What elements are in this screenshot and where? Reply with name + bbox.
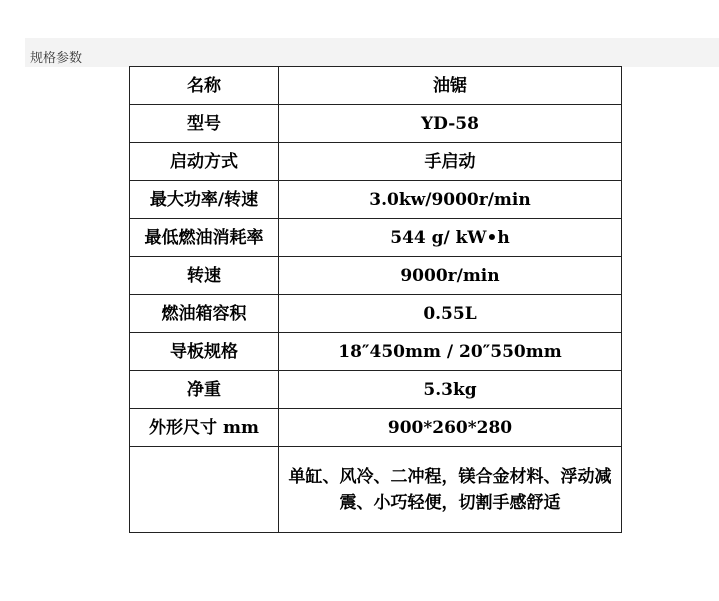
table-row <box>130 105 622 143</box>
spec-table <box>129 66 622 533</box>
spec-value-speed: 9000r/min <box>279 257 622 295</box>
table-row <box>130 409 622 447</box>
spec-value-fuel-tank: 0.55L <box>279 295 622 333</box>
spec-label-start-method: 启动方式 <box>130 143 279 181</box>
spec-value-net-weight: 5.3kg <box>279 371 622 409</box>
spec-label-fuel-consumption: 最低燃油消耗率 <box>130 219 279 257</box>
spec-value-dimensions: 900*260*280 <box>279 409 622 447</box>
spec-label-features <box>130 447 279 533</box>
spec-label-speed: 转速 <box>130 257 279 295</box>
spec-value-model: YD-58 <box>279 105 622 143</box>
spec-label-fuel-tank: 燃油箱容积 <box>130 295 279 333</box>
spec-label-name: 名称 <box>130 67 279 105</box>
section-title: 规格参数 <box>30 51 83 66</box>
table-row <box>130 143 622 181</box>
table-row <box>130 219 622 257</box>
table-row <box>130 371 622 409</box>
spec-label-max-power: 最大功率/转速 <box>130 181 279 219</box>
spec-value-fuel-consumption: 544 g/ kW•h <box>279 219 622 257</box>
table-row <box>130 333 622 371</box>
spec-value-max-power: 3.0kw/9000r/min <box>279 181 622 219</box>
section-header-bar <box>25 38 719 67</box>
spec-value-guide-bar: 18″450mm / 20″550mm <box>279 333 622 371</box>
spec-value-features: 单缸、风冷、二冲程，镁合金材料、浮动减震、小巧轻便，切割手感舒适 <box>279 447 622 533</box>
table-row <box>130 67 622 105</box>
spec-value-name: 油锯 <box>279 67 622 105</box>
spec-value-start-method: 手启动 <box>279 143 622 181</box>
spec-label-guide-bar: 导板规格 <box>130 333 279 371</box>
table-row <box>130 181 622 219</box>
table-row <box>130 447 622 533</box>
table-row <box>130 295 622 333</box>
spec-label-net-weight: 净重 <box>130 371 279 409</box>
spec-label-dimensions: 外形尺寸 mm <box>130 409 279 447</box>
table-row <box>130 257 622 295</box>
spec-label-model: 型号 <box>130 105 279 143</box>
